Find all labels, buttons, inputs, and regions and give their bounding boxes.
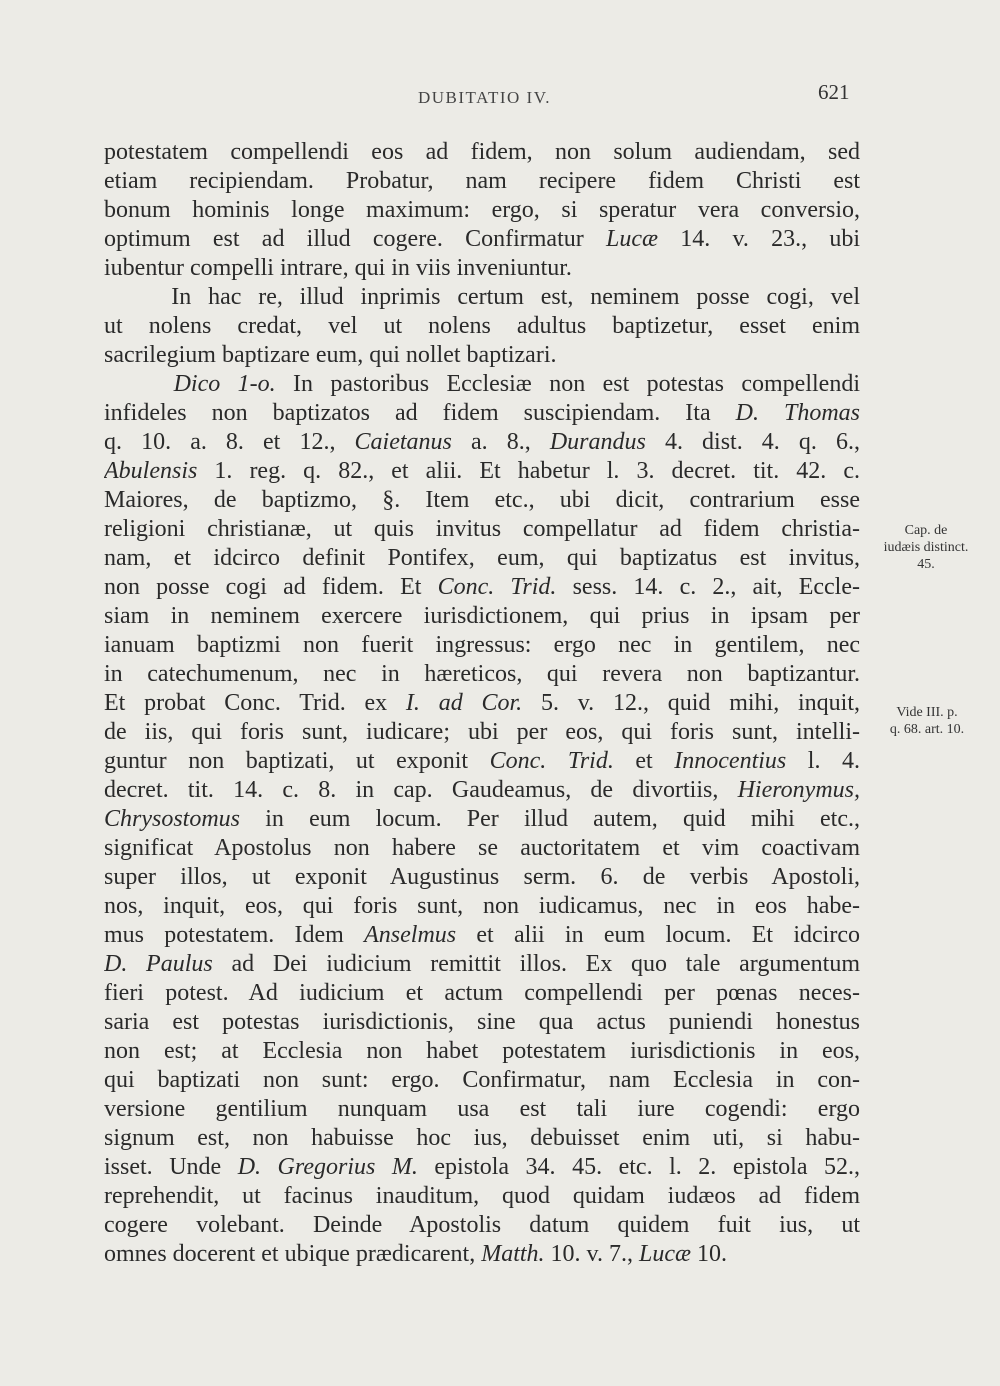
text-line: [104, 167, 860, 196]
italic-citation: D. Thomas: [735, 400, 860, 426]
text-line: [104, 254, 860, 283]
text-line: [104, 689, 860, 718]
text-run: guntur non baptizati, ut exponit: [104, 748, 490, 774]
text-line: [104, 1153, 860, 1182]
text-run: in eum locum. Per illud autem, quid mihi etc.,: [240, 806, 860, 832]
text-run: isset. Unde: [104, 1154, 238, 1180]
text-run: [104, 371, 174, 397]
text-run: 4. dist. 4. q. 6.,: [645, 429, 860, 455]
text-line: [104, 660, 860, 689]
text-run: iubentur compelli intrare, qui in viis inveniuntur.: [104, 255, 572, 281]
text-run: versione gentilium nunquam usa est tali iure cogendi: ergo: [104, 1096, 860, 1122]
italic-citation: I. ad Cor.: [405, 690, 523, 716]
text-run: Et probat Conc. Trid. ex: [104, 690, 406, 716]
text-run: omnes docerent et ubique prædicarent,: [104, 1241, 482, 1267]
text-run: etiam recipiendam. Probatur, nam recipere fidem Christi est: [104, 168, 860, 194]
text-line: [104, 312, 860, 341]
text-line: [104, 602, 860, 631]
margin-note-line: Cap. de: [904, 523, 948, 538]
italic-citation: D. Paulus: [104, 951, 213, 977]
text-run: nos, inquit, eos, qui foris sunt, non iudicamus, nec in eos habe-: [104, 893, 860, 919]
italic-citation: Dico 1-o.: [173, 371, 276, 397]
text-run: ad Dei iudicium remittit illos. Ex quo tale argumentum: [212, 951, 860, 977]
text-line: [104, 834, 860, 863]
text-line: [104, 457, 860, 486]
text-line: [104, 1008, 860, 1037]
text-run: 10.: [691, 1241, 727, 1267]
text-run: qui baptizati non sunt: ergo. Confirmatur, nam Ecclesia in con-: [104, 1067, 860, 1093]
text-run: significat Apostolus non habere se auctoritatem et vim coactivam: [104, 835, 860, 861]
text-line: [104, 341, 860, 370]
text-run: siam in neminem exercere iurisdictionem, qui prius in ipsam per: [104, 603, 860, 629]
italic-citation: D. Gregorius M.: [237, 1154, 418, 1180]
text-line: [104, 631, 860, 660]
text-line: [104, 283, 860, 312]
text-run: super illos, ut exponit Augustinus serm. 6. de verbis Apostoli,: [104, 864, 860, 890]
text-line: [104, 573, 860, 602]
text-run: l. 4.: [786, 748, 860, 774]
italic-citation: Conc. Trid.: [489, 748, 614, 774]
text-run: ut nolens credat, vel ut nolens adultus baptizetur, esset enim: [104, 313, 860, 339]
text-line: [104, 1182, 860, 1211]
text-run: religioni christianæ, ut quis invitus compellatur ad fidem christia-: [104, 516, 860, 542]
text-run: optimum est ad illud cogere. Confirmatur: [104, 226, 606, 252]
text-run: et: [613, 748, 675, 774]
text-run: In hac re, illud inprimis certum est, neminem posse cogi, vel: [104, 284, 860, 310]
italic-citation: Lucæ: [638, 1241, 691, 1267]
text-run: 1. reg. q. 82., et alii. Et habetur l. 3. decret. tit. 42. c.: [197, 458, 860, 484]
text-run: decret. tit. 14. c. 8. in cap. Gaudeamus, de divortiis,: [104, 777, 738, 803]
text-run: sess. 14. c. 2., ait, Eccle-: [556, 574, 860, 600]
margin-note-cap-de-iudaeis: [868, 522, 984, 573]
text-run: Maiores, de baptizmo, §. Item etc., ubi dicit, contrarium esse: [104, 487, 860, 513]
text-run: q. 10. a. 8. et 12.,: [104, 429, 355, 455]
text-line: [104, 428, 860, 457]
text-run: fieri potest. Ad iudicium et actum compellendi per pœnas neces-: [104, 980, 860, 1006]
text-line: [104, 515, 860, 544]
text-run: bonum hominis longe maximum: ergo, si speratur vera conversio,: [104, 197, 860, 223]
text-run: potestatem compellendi eos ad fidem, non solum audiendam, sed: [104, 139, 860, 165]
text-run: 5. v. 12., quid mihi, inquit,: [522, 690, 860, 716]
text-run: saria est potestas iurisdictionis, sine qua actus puniendi honestus: [104, 1009, 860, 1035]
text-run: non posse cogi ad fidem. Et: [104, 574, 438, 600]
text-line: [104, 1095, 860, 1124]
text-run: a. 8.,: [451, 429, 550, 455]
text-line: [104, 863, 860, 892]
text-run: 10. v. 7.,: [544, 1241, 639, 1267]
text-line: [104, 979, 860, 1008]
text-line: [104, 1124, 860, 1153]
italic-citation: Caietanus: [354, 429, 452, 455]
margin-note-line: 45.: [917, 557, 935, 572]
text-line: [104, 776, 860, 805]
margin-note-line: iudæis distinct.: [883, 540, 969, 555]
text-run: reprehendit, ut facinus inauditum, quod quidam iudæos ad fidem: [104, 1183, 860, 1209]
body-text: [104, 138, 860, 1269]
text-line: [104, 225, 860, 254]
text-line: [104, 1211, 860, 1240]
text-run: et alii in eum locum. Et idcirco: [456, 922, 860, 948]
text-line: [104, 950, 860, 979]
text-line: [104, 486, 860, 515]
text-line: [104, 892, 860, 921]
italic-citation: Abulensis: [104, 458, 198, 484]
text-line: [104, 747, 860, 776]
italic-citation: Matth.: [481, 1241, 545, 1267]
text-run: epistola 34. 45. etc. l. 2. epistola 52.,: [417, 1154, 860, 1180]
text-run: ianuam baptizmi non fuerit ingressus: ergo nec in gentilem, nec: [104, 632, 860, 658]
text-line: [104, 196, 860, 225]
text-run: mus potestatem. Idem: [104, 922, 365, 948]
italic-citation: Lucæ: [605, 226, 658, 252]
text-run: sacrilegium baptizare eum, qui nollet baptizari.: [104, 342, 557, 368]
text-line: [104, 1066, 860, 1095]
text-line: [104, 544, 860, 573]
text-line: [104, 921, 860, 950]
page-number: 621: [818, 80, 850, 104]
text-run: 14. v. 23., ubi: [657, 226, 860, 252]
text-line: [104, 138, 860, 167]
text-run: cogere volebant. Deinde Apostolis datum quidem fuit ius, ut: [104, 1212, 860, 1238]
text-run: infideles non baptizatos ad fidem suscipiendam. Ita: [104, 400, 736, 426]
running-head: DUBITATIO IV.: [418, 88, 552, 107]
text-line: [104, 370, 860, 399]
text-line: [104, 1037, 860, 1066]
text-run: nam, et idcirco definit Pontifex, eum, qui baptizatus est invitus,: [104, 545, 860, 571]
text-line: [104, 718, 860, 747]
italic-citation: Hieronymus,: [737, 777, 860, 803]
text-run: non est; at Ecclesia non habet potestatem iurisdictionis in eos,: [104, 1038, 860, 1064]
italic-citation: Conc. Trid.: [437, 574, 557, 600]
text-run: signum est, non habuisse hoc ius, debuisset enim uti, si habu-: [104, 1125, 860, 1151]
margin-note-line: q. 68. art. 10.: [889, 722, 965, 737]
text-line: [104, 805, 860, 834]
text-run: de iis, qui foris sunt, iudicare; ubi per eos, qui foris sunt, intelli-: [104, 719, 860, 745]
italic-citation: Durandus: [549, 429, 646, 455]
italic-citation: Anselmus: [364, 922, 457, 948]
text-run: In pastoribus Ecclesiæ non est potestas compellendi: [275, 371, 860, 397]
text-line: [104, 399, 860, 428]
margin-note-line: Vide III. p.: [896, 705, 958, 720]
margin-note-vide-iii: [866, 704, 988, 738]
text-run: in catechumenum, nec in hæreticos, qui revera non baptizantur.: [104, 661, 860, 687]
italic-citation: Innocentius: [674, 748, 787, 774]
italic-citation: Chrysostomus: [104, 806, 241, 832]
text-line: [104, 1240, 860, 1269]
